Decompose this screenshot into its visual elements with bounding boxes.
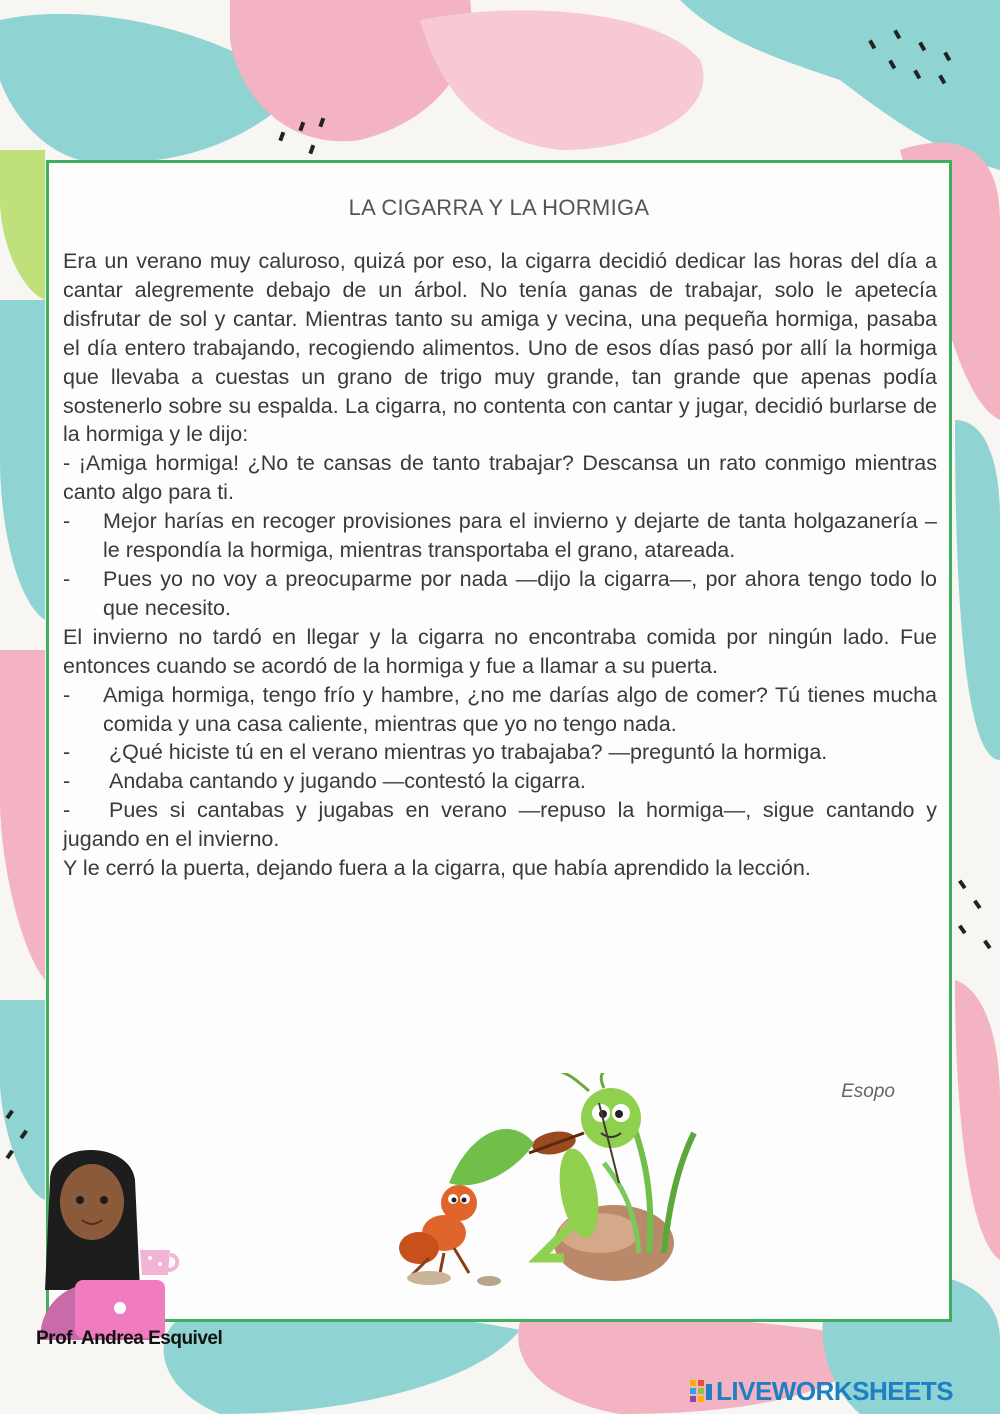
dialogue-dash: - (63, 798, 71, 823)
dialogue-text: Mejor harías en recoger provisiones para el invierno y dejarte de tanta holgazanería – le respondía la hormiga, mientras transportaba el grano, atareada. (103, 509, 937, 563)
dialogue-dash: - (63, 509, 71, 534)
dialogue-dash: - (63, 682, 71, 707)
dialogue-text: Amiga hormiga, tengo frío y hambre, ¿no me darías algo de comer? Tú tienes mucha comida y una casa caliente, mientras que yo no tengo nada. (103, 682, 937, 736)
dialogue-dash: - (63, 740, 71, 765)
dialogue-line (63, 767, 937, 796)
dialogue-line (63, 681, 937, 739)
dialogue-dash: - (63, 566, 71, 591)
dialogue-line (63, 796, 937, 854)
story-paragraph: Y le cerró la puerta, dejando fuera a la cigarra, que había aprendido la lección. (63, 856, 811, 881)
liveworksheets-logo-icon (690, 1380, 712, 1404)
story-author: Esopo (841, 1081, 895, 1102)
story-paragraph: - ¡Amiga hormiga! ¿No te cansas de tanto trabajar? Descansa un rato conmigo mientras canto algo para ti. (63, 451, 937, 505)
story-paragraph: El invierno no tardó en llegar y la cigarra no encontraba comida por ningún lado. Fue entonces cuando se acordó de la hormiga y fue a llamar a su puerta. (63, 624, 937, 678)
story-title: LA CIGARRA Y LA HORMIGA (348, 195, 650, 220)
dialogue-line (63, 507, 937, 565)
story-body (63, 247, 937, 883)
liveworksheets-brand (690, 1376, 953, 1407)
ant-and-grasshopper-violin-illustration (349, 1073, 699, 1293)
dialogue-text: Pues yo no voy a preocuparme por nada —dijo la cigarra—, por ahora tengo todo lo que necesito. (103, 566, 937, 620)
dialogue-line (63, 565, 937, 623)
dialogue-text: ¿Qué hiciste tú en el verano mientras yo trabajaba? —preguntó la hormiga. (109, 740, 828, 765)
teacher-credit: Prof. Andrea Esquivel (36, 1328, 223, 1349)
story-paragraph: Era un verano muy caluroso, quizá por eso, la cigarra decidió dedicar las horas del día a cantar alegremente debajo de un árbol. No tenía ganas de trabajar, solo le apetecía disfrutar de sol y cantar. Mientras tanto su amiga y vecina, una pequeña hormiga, pasaba el día entero trabajando, recogiendo alimentos. Uno de esos días pasó por allí la hormiga que llevaba a cuestas un grano de trigo muy grande, tan grande que apenas podía sostenerlo sobre su espalda. La cigarra, no contenta con cantar y jugar, decidió burlarse de la hormiga y le dijo: (63, 249, 937, 447)
teacher-with-laptop-avatar (20, 1140, 220, 1340)
dialogue-line (63, 738, 937, 767)
liveworksheets-wordmark: LIVEWORKSHEETS (716, 1376, 954, 1406)
dialogue-dash: - (63, 769, 71, 794)
dialogue-text: Pues si cantabas y jugabas en verano —repuso la hormiga—, sigue cantando y jugando en el invierno. (63, 798, 937, 852)
dialogue-text: Andaba cantando y jugando —contestó la cigarra. (109, 769, 586, 794)
